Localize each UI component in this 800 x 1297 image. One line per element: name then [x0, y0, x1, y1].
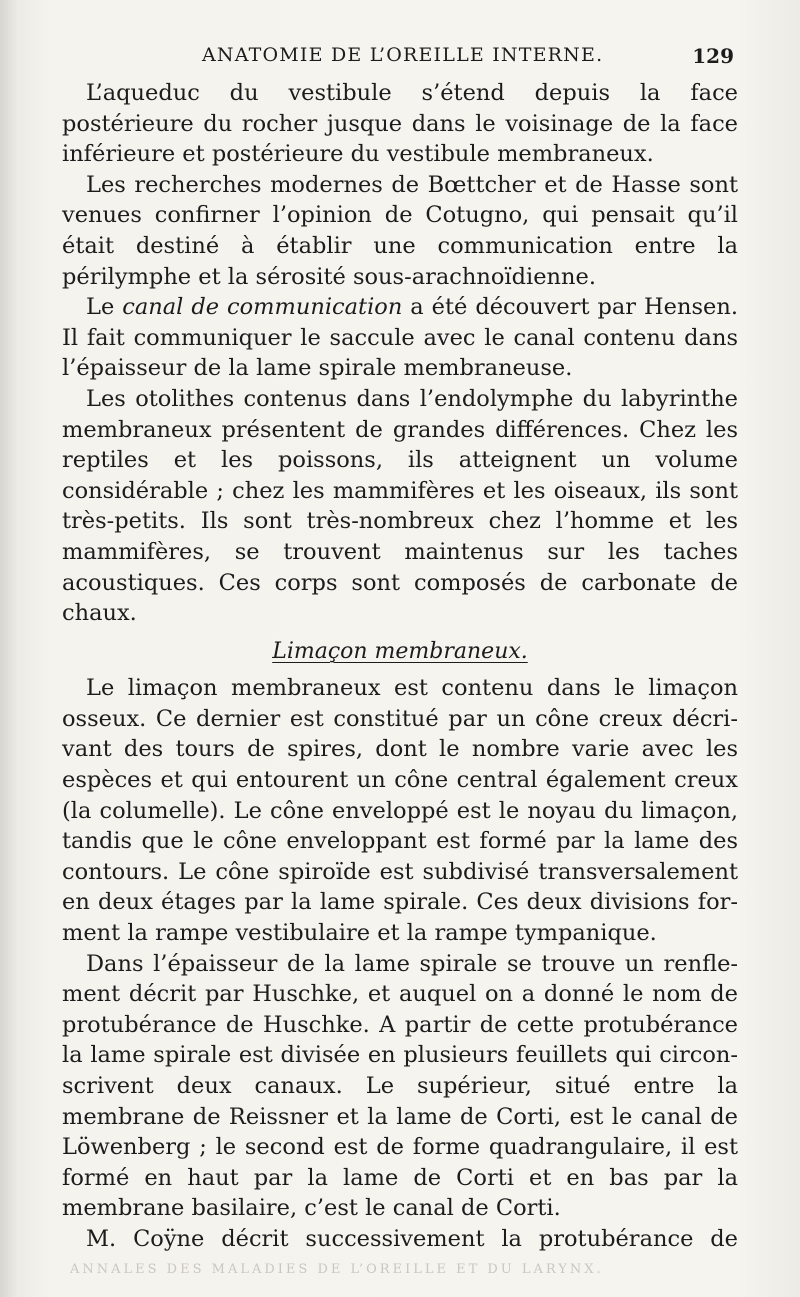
- paragraph-canal-emphasis: canal de communication: [122, 294, 403, 321]
- section-title-text: Limaçon membraneux.: [272, 638, 528, 664]
- bleed-through-footer: ANNALES DES MALADIES DE L’OREILLE ET DU LARYNX.: [70, 1262, 604, 1277]
- paragraph-canal-communication: [62, 292, 738, 384]
- page-number: 129: [692, 44, 734, 68]
- paragraph-canal-pre: Le: [86, 294, 123, 321]
- paragraph-limacon: Le limaçon membraneux est contenu dans le limaçon osseux. Ce dernier est constitué par un cône creux décrivant des tours de spires, dont le nombre varie avec les espèces et qui entourent un cône central également creux (la columelle). Le cône enveloppé est le noyau du limaçon, tandis que le cône enveloppant est formé par la lame des contours. Le cône spiroïde est subdivisé transversalement en deux étages par la lame spirale. Ces deux divisions forment la rampe vestibulaire et la rampe tympanique.: [62, 675, 738, 947]
- paragraph-otolithes: Les otolithes contenus dans l’endolymphe du labyrinthe membraneux présentent de grandes différences. Chez les reptiles et les poissons, ils atteignent un volume considérable ; chez les mammifères et les oiseaux, ils sont très-petits. Ils sont très-nombreux chez l’homme et les mammifères, se trouvent maintenus sur les taches acoustiques. Ces corps sont composés de carbonate de chaux.: [62, 385, 738, 627]
- section-title: [62, 629, 738, 674]
- paragraph-recherches: Les recherches modernes de Bœttcher et de Hasse sont venues confirner l’opinion de Cotugno, qui pensait qu’il était destiné à établir une communication entre la périlymphe et la sérosité sous-arachnoïdienne.: [62, 171, 738, 290]
- paragraph-aqueduc: L’aqueduc du vestibule s’étend depuis la face postérieure du rocher jusque dans le voisinage de la face inférieure et postérieure du vestibule membraneux.: [62, 80, 738, 168]
- paragraph-coyne: M. Coÿne décrit successivement la protubérance de: [86, 1225, 738, 1252]
- body-text: [62, 78, 738, 1255]
- page-gutter-shadow: [0, 0, 18, 1297]
- running-head: ANATOMIE DE L’OREILLE INTERNE.: [202, 44, 604, 66]
- paragraph-huschke: Dans l’épaisseur de la lame spirale se trouve un renflement décrit par Huschke, et auquel on a donné le nom de protubérance de Huschke. A partir de cette protubérance la lame spirale est divisée en plusieurs feuillets qui circonscrivent deux canaux. Le supérieur, situé entre la membrane de Reissner et la lame de Corti, est le canal de Löwenberg ; le second est de forme quadrangulaire, il est formé en haut par la lame de Corti et en bas par la membrane basilaire, c’est le canal de Corti.: [62, 950, 738, 1222]
- page-header: [62, 44, 738, 74]
- paragraph-canal-post: a été découvert par Hensen. Il fait communiquer le saccule avec le canal contenu dans l’épaisseur de la lame spirale membraneuse.: [62, 294, 738, 382]
